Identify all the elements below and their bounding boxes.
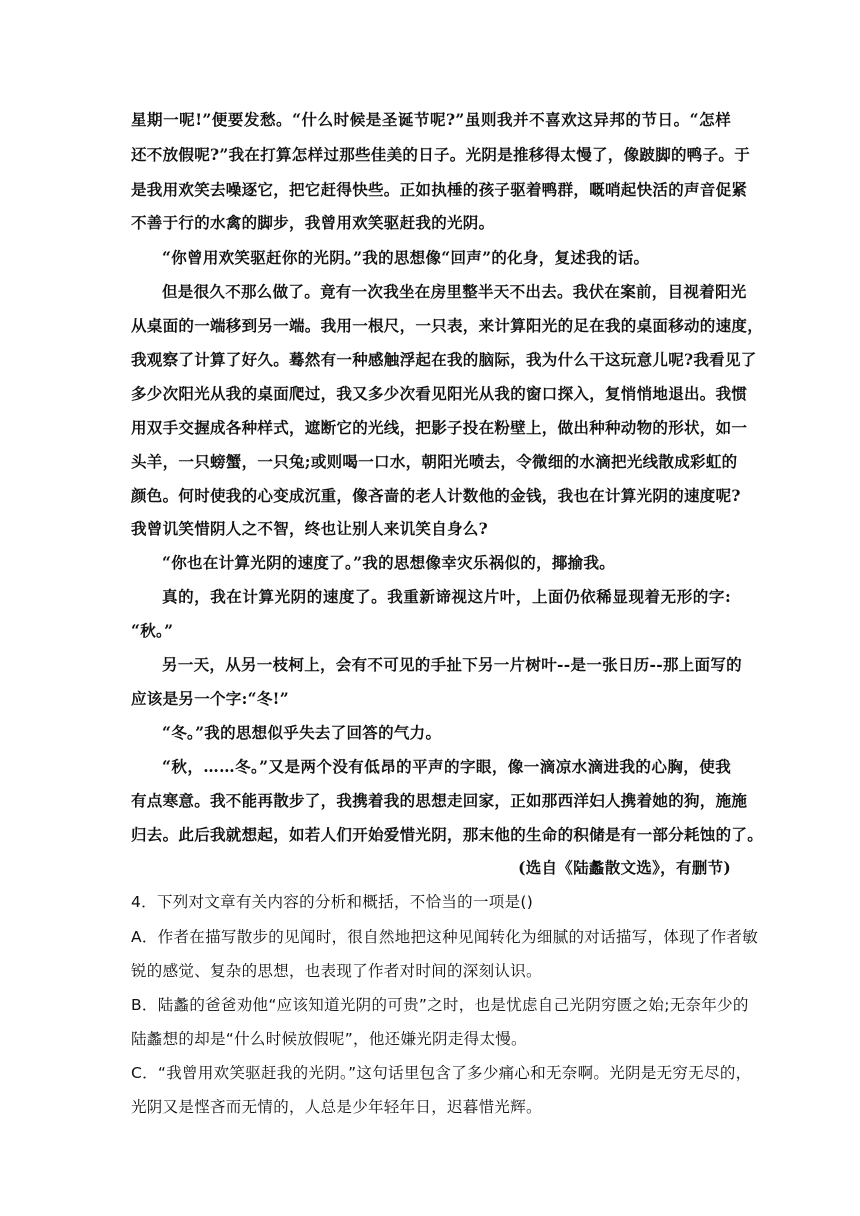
essay-p1-line-1: 星期一呢!”便要发愁。“什么时候是圣诞节呢?”虽则我并不喜欢这异邦的节日。“怎样: [131, 110, 731, 129]
essay-p4: “你也在计算光阴的速度了。”我的思想像幸灾乐祸似的，揶揄我。: [162, 553, 616, 572]
essay-p3-line-6: 头羊，一只螃蟹，一只兔;或则喝一口水，朝阳光喷去，令微细的水滴把光线散成彩虹的: [131, 452, 738, 471]
essay-p3-line-1: 但是很久不那么做了。竟有一次我坐在房里整半天不出去。我伏在案前，目视着阳光: [162, 282, 747, 301]
option-b-line-1: B．陆蠡的爸爸劝他“应该知道光阴的可贵”之时，也是忧虑自己光阴穷匮之始;无奈年少的: [131, 996, 749, 1014]
question-stem: 4．下列对文章有关内容的分析和概括，不恰当的一项是(): [131, 893, 534, 911]
essay-p7: “冬。”我的思想似乎失去了回答的气力。: [162, 723, 442, 742]
essay-p6-line-1: 另一天，从另一枝柯上，会有不可见的手扯下另一片树叶--是一张日历--那上面写的: [162, 655, 742, 674]
essay-p1-line-3: 是我用欢笑去噪逐它，把它赶得快些。正如执棰的孩子驱着鸭群，嘅哨起快活的声音促紧: [131, 180, 748, 199]
essay-p3-line-4: 多少次阳光从我的桌面爬过，我又多少次看见阳光从我的窗口探入，复悄悄地退出。我惯: [131, 384, 748, 403]
option-c-line-1: C．“我曾用欢笑驱赶我的光阴。”这句话里包含了多少痛心和无奈啊。光阴是无穷无尽的，: [131, 1064, 752, 1082]
essay-p3-line-7: 颜色。何时使我的心变成沉重，像吝啬的老人计数他的金钱，我也在计算光阴的速度呢?: [131, 486, 741, 505]
essay-p1-line-2: 还不放假呢?”我在打算怎样过那些佳美的日子。光阴是推移得太慢了，像跛脚的鸭子。于: [131, 145, 750, 164]
essay-p5-line-2: “秋。”: [131, 621, 174, 640]
essay-p8-line-1: “秋，……冬。”又是两个没有低昂的平声的字眼，像一滴凉水滴进我的心胸，使我: [162, 757, 731, 776]
essay-p1-line-4: 不善于行的水禽的脚步，我曾用欢笑驱赶我的光阴。: [131, 213, 495, 232]
option-c-line-2: 光阴又是悭吝而无情的，人总是少年轻年日，迟暮惜光辉。: [131, 1098, 542, 1116]
option-a-line-1: A．作者在描写散步的见闻时，很自然地把这种见闻转化为细腻的对话描写，体现了作者敏: [131, 928, 759, 946]
essay-p3-line-2: 从桌面的一端移到另一端。我用一根尺，一只表，来计算阳光的足在我的桌面移动的速度，: [131, 316, 764, 335]
option-b-line-2: 陆蠡想的却是“什么时候放假呢”，他还嫌光阴走得太慢。: [131, 1030, 527, 1048]
essay-p2: “你曾用欢笑驱赶你的光阴。”我的思想像“回声”的化身，复述我的话。: [162, 248, 650, 267]
option-a-line-2: 锐的感觉、复杂的思想，也表现了作者对时间的深刻认识。: [131, 962, 542, 980]
essay-p6-line-2: 应该是另一个字:“冬!”: [131, 689, 289, 708]
essay-p5-line-1: 真的，我在计算光阴的速度了。我重新谛视这片叶，上面仍依稀显现着无形的字:: [162, 587, 731, 606]
essay-p8-line-2: 有点寒意。我不能再散步了，我携着我的思想走回家，正如那西洋妇人携着她的狗，施施: [131, 791, 748, 810]
essay-p3-line-3: 我观察了计算了好久。蓦然有一种感触浮起在我的脑际，我为什么干这玩意儿呢?我看见了: [131, 350, 757, 369]
essay-p8-line-3: 归去。此后我就想起，如若人们开始爱惜光阴，那末他的生命的积储是有一部分耗蚀的了。: [131, 825, 764, 844]
essay-source: (选自《陆蠡散文选》，有删节): [518, 858, 731, 877]
essay-p3-line-5: 用双手交握成各种样式，遮断它的光线，把影子投在粉壁上，做出种种动物的形状，如一: [131, 418, 748, 437]
essay-p3-line-8: 我曾讥笑惜阴人之不智，终也让别人来讥笑自身么?: [131, 519, 488, 538]
